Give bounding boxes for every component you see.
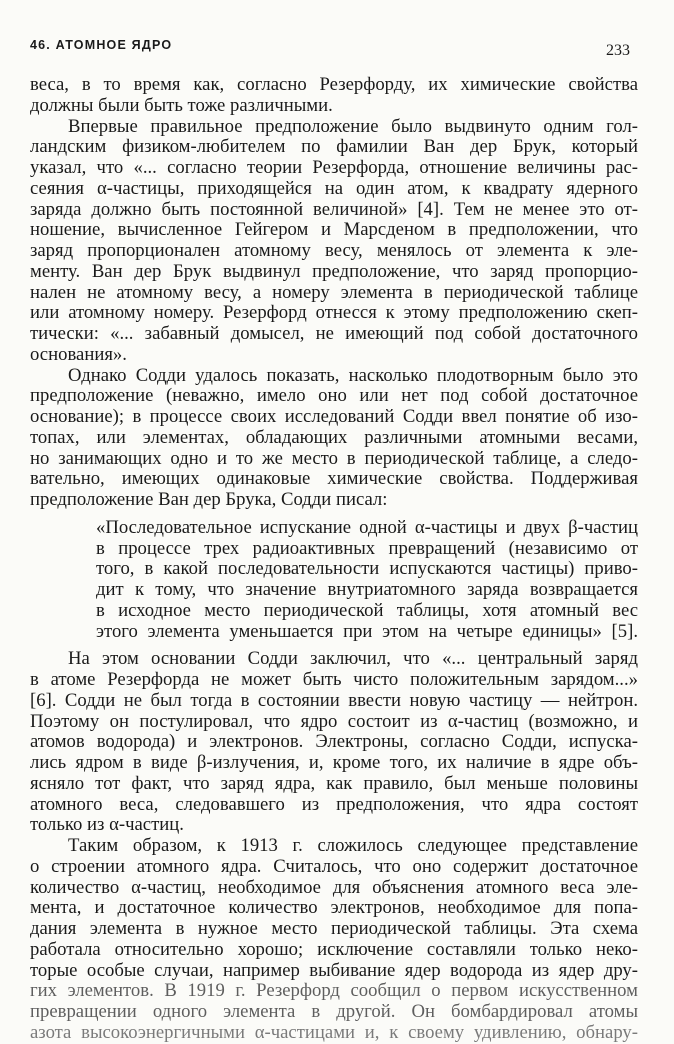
paragraph-1 [30, 117, 638, 366]
text-line: лись ядром в виде β-излучения, и, кроме того, их наличие в ядре объ- [30, 753, 638, 773]
text-line: веса, в то время как, согласно Резерфорду, их химические свойства [30, 75, 638, 95]
text-line: предположение (неважно, имело оно или нет под собой достаточное [30, 386, 638, 407]
text-line: вательно, имеющих одинаковые химические свойства. Поддерживая [30, 469, 638, 490]
text-line: ношение, вычисленное Гейгером и Марсденом в предположении, что [30, 220, 638, 241]
text-line: Поэтому он постулировал, что ядро состоит из α-частиц (возможно, и [30, 711, 638, 732]
text-line: нален не атомному весу, а номеру элемента в периодической таблице [30, 282, 638, 303]
text-line: [6]. Содди не был тогда в состоянии ввести новую частицу — нейтрон. [30, 690, 638, 711]
text-line: дания элемента в нужное место периодической таблицы. Эта схема [30, 919, 638, 939]
text-line: На этом основании Содди заключил, что «... центральный заряд [68, 649, 638, 670]
quote-line: дит к тому, что значение внутриатомного заряда возвращается [96, 580, 638, 600]
text-line: Впервые правильное предположение было выдвинуто одним гол- [68, 116, 638, 137]
text-line: только из α-частиц. [30, 814, 184, 836]
text-line: атомов водорода) и электронов. Электроны, согласно Содди, испуска- [30, 732, 638, 753]
text-line: основание); в процессе своих исследований Содди ввел понятие об изо- [30, 407, 638, 427]
paragraph-2 [30, 366, 638, 511]
text-line: указал, что «... согласно теории Резерфорда, отношение величины рас- [30, 158, 638, 178]
text-line: заряда должно быть постоянной величиной» [4]. Тем не менее это от- [30, 199, 638, 220]
text-line: основания». [30, 343, 127, 365]
body-text [30, 75, 638, 1044]
text-line: мента, и достаточное количество электронов, необходимое для попа- [30, 898, 638, 919]
paragraph-3 [30, 649, 638, 836]
text-line: Таким образом, к 1913 г. сложилось следующее представление [68, 836, 638, 856]
text-line: торые особые случаи, например выбивание ядер водорода из ядер дру- [30, 960, 638, 981]
text-line: но занимающих одно и то же место в периодической таблице, а следо- [30, 448, 638, 469]
text-line: превращении одного элемента в другой. Он бомбардировал атомы [30, 1002, 638, 1022]
paragraph-4 [30, 836, 638, 1044]
text-line: атомного веса, следовавшего из предположения, что ядра состоят [30, 794, 638, 815]
text-line: в атоме Резерфорда не может быть чисто положительным зарядом...» [30, 670, 638, 690]
text-line: работала относительно хорошо; исключение составляли только неко- [30, 939, 638, 960]
text-line: сеяния α-частицы, приходящейся на один атом, к квадрату ядерного [30, 178, 638, 199]
text-line: гих элементов. В 1919 г. Резерфорд сообщил о первом искусственном [30, 981, 638, 1002]
block-quote [96, 518, 638, 643]
paragraph-0 [30, 75, 638, 117]
text-line: ландским физиком-любителем по фамилии Ван дер Брук, который [30, 137, 638, 158]
text-line: топах, или элементах, обладающих различными атомными весами, [30, 427, 638, 448]
quote-line: в исходное место периодической таблицы, хотя атомный вес [96, 600, 638, 621]
text-line: заряд пропорционален атомному весу, менялось от элемента к эле- [30, 241, 638, 261]
running-head: 46. АТОМНОЕ ЯДРО [30, 38, 173, 52]
quote-line: того, в какой последовательности испускаются частицы) приво- [96, 559, 638, 580]
text-line: тически: «... забавный домысел, не имеющий под собой достаточного [30, 324, 638, 344]
text-line: азота высокоэнергичными α-частицами и, к своему удивлению, обнару- [30, 1022, 638, 1043]
text-line: ясняло тот факт, что заряд ядра, как правило, был меньше половины [30, 773, 638, 794]
text-line: или атомному номеру. Резерфорд отнесся к этому предположению скеп- [30, 303, 638, 324]
text-line: количество α-частиц, необходимое для объяснения атомного веса эле- [30, 877, 638, 898]
text-line: Однако Содди удалось показать, насколько плодотворным было это [68, 365, 638, 386]
text-line: о строении атомного ядра. Считалось, что оно содержит достаточное [30, 856, 638, 877]
quote-line: «Последовательное испускание одной α-частицы и двух β-частиц [96, 517, 638, 538]
text-line: предположение Ван дер Брука, Содди писал: [30, 489, 388, 510]
quote-line: в процессе трех радиоактивных превращений (независимо от [96, 538, 638, 559]
text-line: менту. Ван дер Брук выдвинул предположение, что заряд пропорцио- [30, 261, 638, 282]
text-line: должны были быть тоже различными. [30, 94, 333, 116]
quote-line: этого элемента уменьшается при этом на четыре единицы» [5]. [96, 621, 638, 642]
page-number: 233 [606, 42, 630, 59]
